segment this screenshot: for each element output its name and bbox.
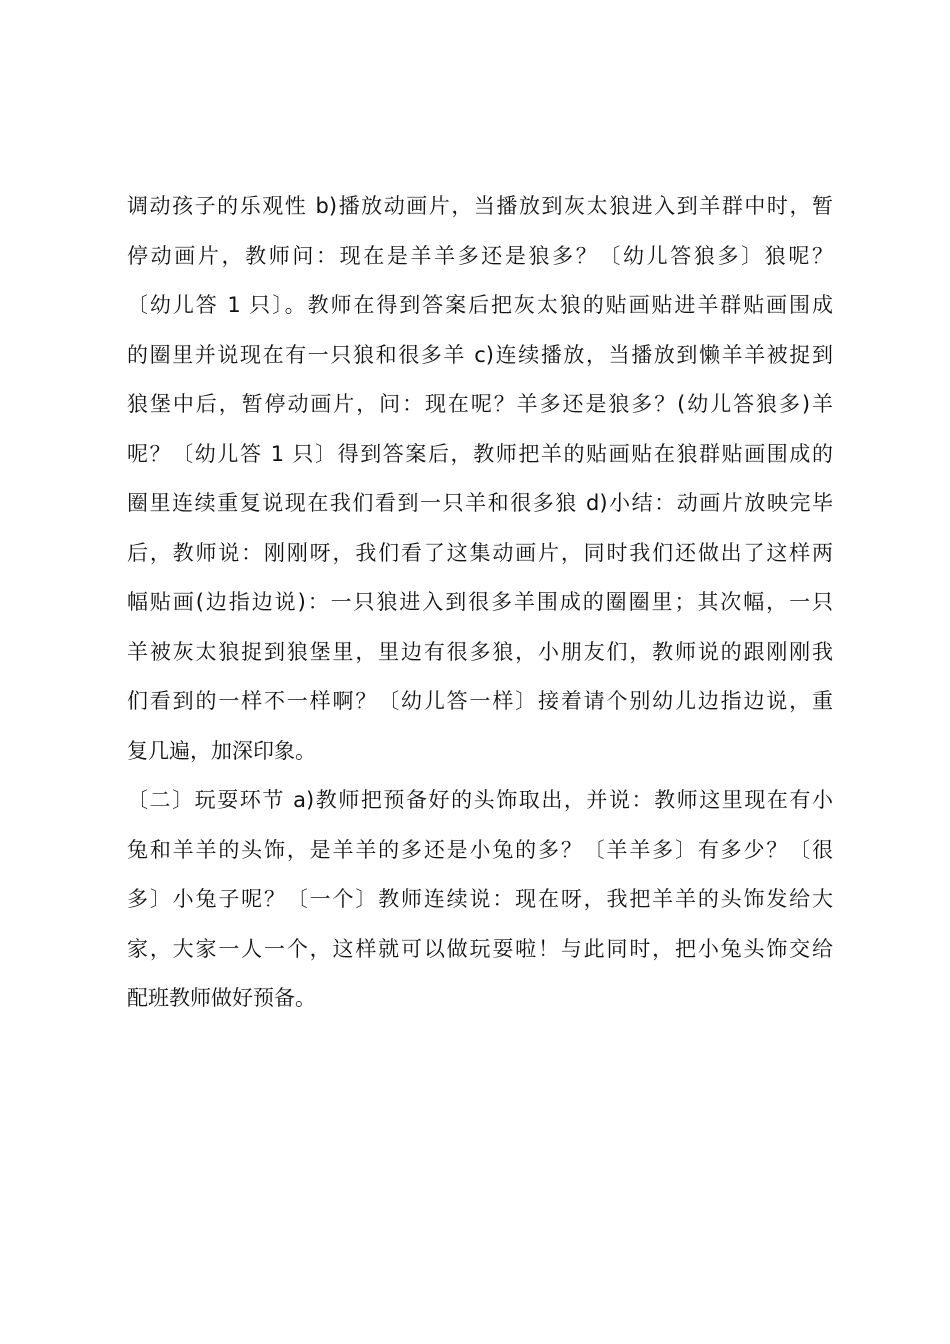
text-line: 幅贴画(边指边说)：一只狼进入到很多羊围成的圈圈里；其次幅，一只 xyxy=(127,590,833,614)
text-line: 兔和羊羊的头饰，是羊羊的多还是小兔的多？〔羊羊多〕有多少？〔很 xyxy=(127,837,833,862)
text-line: 狼堡中后，暂停动画片，问：现在呢？羊多还是狼多？(幼儿答狼多)羊 xyxy=(127,392,833,416)
paragraph-activity-steps xyxy=(127,182,833,776)
text-line: 的圈里并说现在有一只狼和很多羊 c)连续播放，当播放到懒羊羊被捉到 xyxy=(127,342,833,367)
text-line: 多〕小兔子呢？〔一个〕教师连续说：现在呀，我把羊羊的头饰发给大 xyxy=(127,887,833,911)
text-line: 后，教师说：刚刚呀，我们看了这集动画片，同时我们还做出了这样两 xyxy=(127,540,833,565)
text-line: 调动孩子的乐观性 b)播放动画片，当播放到灰太狼进入到羊群中时，暂 xyxy=(127,194,833,218)
text-line: 羊被灰太狼捉到狼堡里，里边有很多狼，小朋友们，教师说的跟刚刚我 xyxy=(127,639,833,664)
text-line: 〔幼儿答 1 只〕。教师在得到答案后把灰太狼的贴画贴进羊群贴画围成 xyxy=(127,293,833,317)
text-line: 圈里连续重复说现在我们看到一只羊和很多狼 d)小结：动画片放映完毕 xyxy=(127,491,833,515)
document-body xyxy=(127,182,833,1024)
text-line: 〔二〕玩耍环节 a)教师把预备好的头饰取出，并说：教师这里现在有小 xyxy=(127,788,833,812)
text-line: 复几遍，加深印象。 xyxy=(127,738,316,763)
paragraph-game-section xyxy=(127,776,833,1024)
text-line: 配班教师做好预备。 xyxy=(127,986,316,1010)
text-line: 呢？〔幼儿答 1 只〕得到答案后，教师把羊的贴画贴在狼群贴画围成的 xyxy=(127,441,833,466)
text-line: 们看到的一样不一样啊？〔幼儿答一样〕接着请个别幼儿边指边说，重 xyxy=(127,689,833,713)
text-line: 停动画片，教师问：现在是羊羊多还是狼多？〔幼儿答狼多〕狼呢？ xyxy=(127,243,833,268)
text-line: 家，大家一人一个，这样就可以做玩耍啦！与此同时，把小兔头饰交给 xyxy=(127,936,833,961)
